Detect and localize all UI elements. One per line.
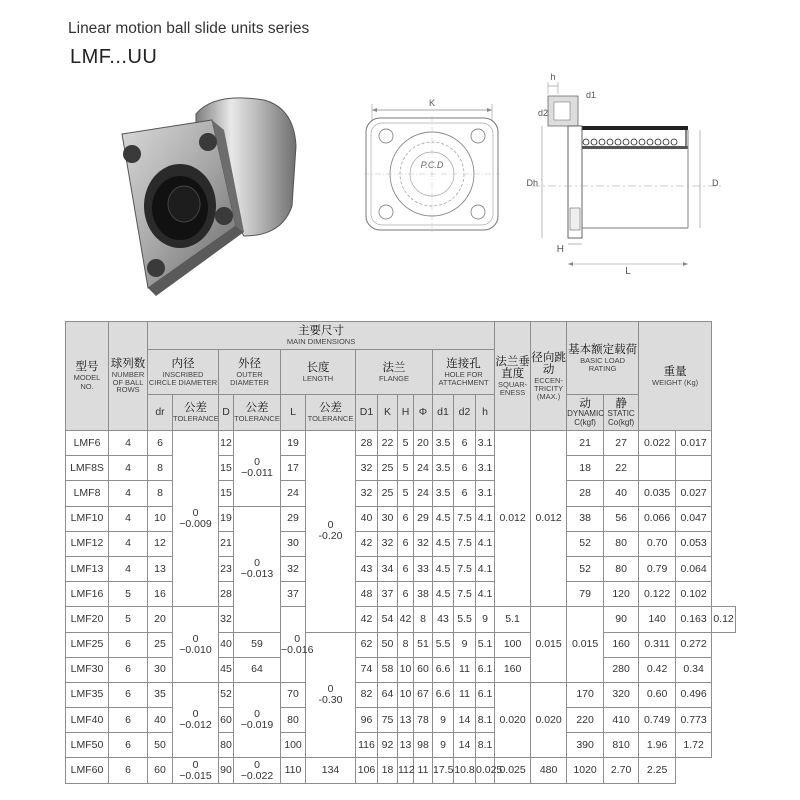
cell: 45 bbox=[219, 657, 234, 682]
cell: 37 bbox=[281, 582, 306, 607]
cell: 13 bbox=[398, 708, 414, 733]
cell: 390 bbox=[567, 733, 604, 758]
cell: 30 bbox=[148, 657, 173, 682]
cell: 7.5 bbox=[454, 556, 476, 581]
cell: 25 bbox=[378, 456, 398, 481]
cell: 67 bbox=[414, 682, 433, 707]
cell: 0.027 bbox=[676, 481, 712, 506]
cell: 98 bbox=[414, 733, 433, 758]
cell: 33 bbox=[414, 556, 433, 581]
cell: 3.5 bbox=[433, 481, 454, 506]
col-l-tolerance: 公差 TOLERANCE bbox=[306, 395, 356, 431]
cell: 6 bbox=[109, 657, 148, 682]
cell: 410 bbox=[604, 708, 639, 733]
l-tolerance-group-b: 0 -0.30 bbox=[306, 632, 356, 758]
table-row bbox=[66, 682, 736, 707]
cell: 6 bbox=[398, 582, 414, 607]
cell: 6 bbox=[109, 733, 148, 758]
table-row bbox=[66, 708, 736, 733]
cell: 60 bbox=[414, 657, 433, 682]
cell: 6.1 bbox=[476, 657, 495, 682]
table-row bbox=[66, 556, 736, 581]
section-view-drawing bbox=[512, 68, 734, 282]
cell: 59 bbox=[234, 632, 281, 657]
cell: 40 bbox=[148, 708, 173, 733]
table-row bbox=[66, 758, 736, 783]
cell: 1020 bbox=[567, 758, 604, 783]
cell: 29 bbox=[281, 506, 306, 531]
cell: 8 bbox=[398, 632, 414, 657]
cell: 17.5 bbox=[433, 758, 454, 783]
cell: 6 bbox=[454, 431, 476, 456]
cell: 120 bbox=[604, 582, 639, 607]
cell: 220 bbox=[567, 708, 604, 733]
cell: 52 bbox=[567, 556, 604, 581]
cell: 10 bbox=[398, 682, 414, 707]
dr-tolerance-group-b: 0 −0.010 bbox=[173, 607, 219, 683]
table-row bbox=[66, 607, 736, 632]
cell: 80 bbox=[281, 708, 306, 733]
cell: 0.749 bbox=[639, 708, 676, 733]
cell: 0.102 bbox=[676, 582, 712, 607]
cell: 5.5 bbox=[454, 607, 476, 632]
cell: 0.047 bbox=[676, 506, 712, 531]
cell: 4 bbox=[109, 556, 148, 581]
cell: 6.1 bbox=[476, 682, 495, 707]
cell: 8.1 bbox=[476, 733, 495, 758]
cell: 30 bbox=[281, 531, 306, 556]
cell: 116 bbox=[356, 733, 378, 758]
cell: 25 bbox=[148, 632, 173, 657]
cell: 32 bbox=[378, 531, 398, 556]
series-name: LMF...UU bbox=[70, 46, 158, 68]
cell: 32 bbox=[356, 456, 378, 481]
cell: 90 bbox=[604, 607, 639, 632]
cell: 10 bbox=[398, 657, 414, 682]
dim-d1-label: d1 bbox=[586, 90, 597, 100]
col-inner-diameter: 内径 INSCRIBED CIRCLE DIAMETER bbox=[148, 350, 219, 395]
cell: 80 bbox=[604, 556, 639, 581]
cell: 6.6 bbox=[433, 657, 454, 682]
cell: 160 bbox=[604, 632, 639, 657]
eccentricity-group-a: 0.012 bbox=[531, 431, 567, 607]
cell: 6 bbox=[454, 456, 476, 481]
cell: 4 bbox=[109, 431, 148, 456]
page-title: Linear motion ball slide units series bbox=[68, 20, 310, 37]
cell: 13 bbox=[148, 556, 173, 581]
cell: 82 bbox=[356, 682, 378, 707]
model-cell: LMF50 bbox=[66, 733, 109, 758]
cell: 170 bbox=[567, 682, 604, 707]
cell: 19 bbox=[219, 506, 234, 531]
cell: 3.1 bbox=[476, 431, 495, 456]
cell: 7.5 bbox=[454, 506, 476, 531]
cell: 60 bbox=[148, 758, 173, 783]
cell: 4.1 bbox=[476, 531, 495, 556]
cell: 6 bbox=[398, 531, 414, 556]
cell: 4.5 bbox=[433, 556, 454, 581]
cell: 56 bbox=[604, 506, 639, 531]
cell: 4.5 bbox=[433, 506, 454, 531]
cell: 90 bbox=[219, 758, 234, 783]
col-squareness: 法兰垂直度 SQUAR-ENESS bbox=[495, 322, 531, 431]
cell: 810 bbox=[604, 733, 639, 758]
cell: 4.1 bbox=[476, 556, 495, 581]
cell: 64 bbox=[378, 682, 398, 707]
cell: 42 bbox=[356, 607, 378, 632]
product-image bbox=[104, 86, 304, 306]
cell: 5 bbox=[109, 582, 148, 607]
cell: 6 bbox=[398, 506, 414, 531]
cell: 4.1 bbox=[476, 506, 495, 531]
cell: 52 bbox=[567, 531, 604, 556]
cell: 110 bbox=[281, 758, 306, 783]
cell: 7.5 bbox=[454, 531, 476, 556]
model-cell: LMF8 bbox=[66, 481, 109, 506]
cell: 0.035 bbox=[639, 481, 676, 506]
cell: 4 bbox=[109, 506, 148, 531]
dim-flange-h-label: H bbox=[556, 244, 564, 255]
table-row bbox=[66, 456, 736, 481]
cell: 0.34 bbox=[676, 657, 712, 682]
cell: 20 bbox=[414, 431, 433, 456]
model-cell: LMF35 bbox=[66, 682, 109, 707]
model-cell: LMF30 bbox=[66, 657, 109, 682]
cell: 38 bbox=[567, 506, 604, 531]
cell: 80 bbox=[604, 531, 639, 556]
squareness-group-d: 0.025 bbox=[476, 758, 495, 783]
dr-tolerance-group-a: 0 −0.009 bbox=[173, 431, 219, 607]
cell: 14 bbox=[454, 733, 476, 758]
cell: 43 bbox=[433, 607, 454, 632]
cell: 0.272 bbox=[676, 632, 712, 657]
cell: 19 bbox=[281, 431, 306, 456]
cell: 0.064 bbox=[676, 556, 712, 581]
col-d1-flange: D1 bbox=[356, 395, 378, 431]
col-dr: dr bbox=[148, 395, 173, 431]
cell: 16 bbox=[148, 582, 173, 607]
cell: 8 bbox=[148, 481, 173, 506]
cell: 58 bbox=[378, 657, 398, 682]
table-row bbox=[66, 632, 736, 657]
cell: 51 bbox=[414, 632, 433, 657]
cell: 6 bbox=[109, 682, 148, 707]
model-cell: LMF40 bbox=[66, 708, 109, 733]
col-flange: 法兰 FLANGE bbox=[356, 350, 433, 395]
cell: 9 bbox=[433, 708, 454, 733]
cell: 43 bbox=[356, 556, 378, 581]
cell: 11 bbox=[454, 657, 476, 682]
cell: 0.163 bbox=[676, 607, 712, 632]
model-cell: LMF6 bbox=[66, 431, 109, 456]
cell: 0.12 bbox=[712, 607, 736, 632]
cell: 28 bbox=[567, 481, 604, 506]
cell: 0.79 bbox=[639, 556, 676, 581]
table-row bbox=[66, 531, 736, 556]
cell: 10.8 bbox=[454, 758, 476, 783]
cell: 4.1 bbox=[476, 582, 495, 607]
cell: 0.022 bbox=[639, 431, 676, 456]
cell: 74 bbox=[356, 657, 378, 682]
cell: 6 bbox=[454, 481, 476, 506]
cell: 20 bbox=[148, 607, 173, 632]
cell: 9 bbox=[433, 733, 454, 758]
cell: 32 bbox=[281, 556, 306, 581]
cell: 5.1 bbox=[495, 607, 531, 632]
cell: 0.496 bbox=[676, 682, 712, 707]
cell: 1.72 bbox=[676, 733, 712, 758]
model-cell: LMF8S bbox=[66, 456, 109, 481]
eccentricity-group-d: 0.025 bbox=[495, 758, 531, 783]
cell: 35 bbox=[148, 682, 173, 707]
cell: 4.5 bbox=[433, 531, 454, 556]
col-weight: 重量 WEIGHT (Kg) bbox=[639, 322, 712, 431]
cell: 7.5 bbox=[454, 582, 476, 607]
cell: 0.066 bbox=[639, 506, 676, 531]
model-cell: LMF25 bbox=[66, 632, 109, 657]
cell: 24 bbox=[414, 481, 433, 506]
cell: 480 bbox=[531, 758, 567, 783]
dim-d2-label: d2 bbox=[538, 108, 549, 118]
cell: 27 bbox=[604, 431, 639, 456]
cell: 14 bbox=[454, 708, 476, 733]
table-row bbox=[66, 582, 736, 607]
cell: 30 bbox=[378, 506, 398, 531]
cell: 17 bbox=[281, 456, 306, 481]
cell: 5 bbox=[109, 607, 148, 632]
cell: 8 bbox=[148, 456, 173, 481]
cell: 0.773 bbox=[676, 708, 712, 733]
cell: 42 bbox=[398, 607, 414, 632]
cell: 6 bbox=[148, 431, 173, 456]
cell: 11 bbox=[454, 682, 476, 707]
cell: 0.122 bbox=[639, 582, 676, 607]
cell: 37 bbox=[378, 582, 398, 607]
cell: 3.5 bbox=[433, 456, 454, 481]
cell: 15 bbox=[219, 481, 234, 506]
cell: 23 bbox=[219, 556, 234, 581]
cell: 280 bbox=[604, 657, 639, 682]
cell: 34 bbox=[378, 556, 398, 581]
cell: 22 bbox=[378, 431, 398, 456]
dr-tolerance-group-d: 0 −0.015 bbox=[173, 758, 219, 783]
cell: 8 bbox=[414, 607, 433, 632]
squareness-group-b: 0.015 bbox=[531, 607, 567, 683]
cell: 75 bbox=[378, 708, 398, 733]
cell: 79 bbox=[567, 582, 604, 607]
cell: 42 bbox=[356, 531, 378, 556]
cell: 18 bbox=[378, 758, 398, 783]
squareness-group-c: 0.020 bbox=[495, 682, 531, 758]
cell: 12 bbox=[219, 431, 234, 456]
cell: 50 bbox=[378, 632, 398, 657]
cell: 24 bbox=[414, 456, 433, 481]
cell: 28 bbox=[356, 431, 378, 456]
squareness-group-a: 0.012 bbox=[495, 431, 531, 607]
cell: 70 bbox=[281, 682, 306, 707]
cell: 32 bbox=[414, 531, 433, 556]
cell: 22 bbox=[604, 456, 639, 481]
cell bbox=[639, 456, 676, 481]
cell: 52 bbox=[219, 682, 234, 707]
model-cell: LMF12 bbox=[66, 531, 109, 556]
cell: 92 bbox=[378, 733, 398, 758]
cell: 4 bbox=[109, 481, 148, 506]
cell: 28 bbox=[219, 582, 234, 607]
col-d-tolerance: 公差 TOLERANCE bbox=[234, 395, 281, 431]
cell: 18 bbox=[567, 456, 604, 481]
cell: 15 bbox=[219, 456, 234, 481]
model-cell: LMF60 bbox=[66, 758, 109, 783]
col-hole: 连接孔 HOLE FOR ATTACHMENT bbox=[433, 350, 495, 395]
cell: 25 bbox=[378, 481, 398, 506]
cell: 96 bbox=[356, 708, 378, 733]
cell: 9 bbox=[454, 632, 476, 657]
cell: 4 bbox=[109, 456, 148, 481]
col-d: D bbox=[219, 395, 234, 431]
cell: 6 bbox=[109, 708, 148, 733]
d-tolerance-group-a: 0 −0.011 bbox=[234, 431, 281, 507]
cell: 32 bbox=[219, 607, 234, 632]
table-row bbox=[66, 657, 736, 682]
cell: 40 bbox=[219, 632, 234, 657]
dim-k-label: K bbox=[428, 98, 436, 108]
cell: 5.1 bbox=[476, 632, 495, 657]
cell: 64 bbox=[234, 657, 281, 682]
col-main-dimensions: 主要尺寸 MAIN DIMENSIONS bbox=[148, 322, 495, 350]
cell: 320 bbox=[604, 682, 639, 707]
col-phi: Φ bbox=[414, 395, 433, 431]
cell: 6.6 bbox=[433, 682, 454, 707]
cell: 4.5 bbox=[433, 582, 454, 607]
cell: 21 bbox=[219, 531, 234, 556]
cell: 106 bbox=[356, 758, 378, 783]
cell: 140 bbox=[639, 607, 676, 632]
col-eccentricity: 径向跳动 ECCEN-TRICITY (MAX.) bbox=[531, 322, 567, 431]
cell: 12 bbox=[148, 531, 173, 556]
cell: 32 bbox=[356, 481, 378, 506]
cell: 21 bbox=[567, 431, 604, 456]
col-h-flange: H bbox=[398, 395, 414, 431]
cell: 134 bbox=[306, 758, 356, 783]
cell: 13 bbox=[398, 733, 414, 758]
col-static: 静 STATIC Co(kgf) bbox=[604, 395, 639, 431]
cell: 0.70 bbox=[639, 531, 676, 556]
cell: 5.5 bbox=[433, 632, 454, 657]
dim-d-label: D bbox=[712, 178, 719, 188]
cell: 2.25 bbox=[639, 758, 676, 783]
cell: 29 bbox=[414, 506, 433, 531]
col-dr-tolerance: 公差 TOLERANCE bbox=[173, 395, 219, 431]
cell: 6 bbox=[398, 556, 414, 581]
cell: 54 bbox=[378, 607, 398, 632]
d-tolerance-group-d: 0 −0.019 bbox=[234, 682, 281, 758]
cell: 3.5 bbox=[433, 431, 454, 456]
l-tolerance-group-a: 0 -0.20 bbox=[306, 431, 356, 633]
cell: 78 bbox=[414, 708, 433, 733]
cell: 3.1 bbox=[476, 456, 495, 481]
cell: 48 bbox=[356, 582, 378, 607]
cell: 40 bbox=[356, 506, 378, 531]
specification-table bbox=[65, 321, 736, 784]
col-load-rating: 基本额定载荷 BASIC LOAD RATING bbox=[567, 322, 639, 395]
cell: 5 bbox=[398, 481, 414, 506]
eccentricity-group-b: 0.015 bbox=[567, 607, 604, 683]
col-dynamic: 动 DYNAMIC C(kgf) bbox=[567, 395, 604, 431]
col-model: 型号 MODEL NO. bbox=[66, 322, 109, 431]
col-outer-diameter: 外径 OUTER DIAMETER bbox=[219, 350, 281, 395]
cell: 1.96 bbox=[639, 733, 676, 758]
model-cell: LMF16 bbox=[66, 582, 109, 607]
d-tolerance-group-b: 0 −0.013 bbox=[234, 506, 281, 632]
dim-h-small: h bbox=[550, 72, 556, 82]
cell: 80 bbox=[219, 733, 234, 758]
cell: 0.017 bbox=[676, 431, 712, 456]
cell: 0.311 bbox=[639, 632, 676, 657]
eccentricity-group-c: 0.020 bbox=[531, 682, 567, 758]
cell: 100 bbox=[281, 733, 306, 758]
cell: 50 bbox=[148, 733, 173, 758]
cell: 8.1 bbox=[476, 708, 495, 733]
cell: 6 bbox=[109, 758, 148, 783]
dim-dh-label: Dh bbox=[526, 178, 538, 188]
cell: 11 bbox=[414, 758, 433, 783]
cell: 3.1 bbox=[476, 481, 495, 506]
cell: 112 bbox=[398, 758, 414, 783]
front-view-drawing bbox=[358, 88, 506, 238]
cell bbox=[676, 456, 712, 481]
cell: 40 bbox=[604, 481, 639, 506]
cell: 24 bbox=[281, 481, 306, 506]
col-h-hole: h bbox=[476, 395, 495, 431]
cell: 4 bbox=[109, 531, 148, 556]
cell: 2.70 bbox=[604, 758, 639, 783]
table-row bbox=[66, 431, 736, 456]
cell: 100 bbox=[495, 632, 531, 657]
cell: 5 bbox=[398, 431, 414, 456]
d-tolerance-group-c: 0 −0.016 bbox=[281, 607, 306, 683]
cell: 38 bbox=[414, 582, 433, 607]
d-tolerance-group-e: 0 −0.022 bbox=[234, 758, 281, 783]
col-d1-hole: d1 bbox=[433, 395, 454, 431]
table-row bbox=[66, 481, 736, 506]
cell: 0.60 bbox=[639, 682, 676, 707]
dim-l-label: L bbox=[625, 266, 631, 277]
cell: 62 bbox=[356, 632, 378, 657]
table-row bbox=[66, 506, 736, 531]
col-l: L bbox=[281, 395, 306, 431]
dr-tolerance-group-c: 0 −0.012 bbox=[173, 682, 219, 758]
model-cell: LMF10 bbox=[66, 506, 109, 531]
cell: 0.42 bbox=[639, 657, 676, 682]
col-length: 长度 LENGTH bbox=[281, 350, 356, 395]
cell: 6 bbox=[109, 632, 148, 657]
col-ball-rows: 球列数 NUMBER OF BALL ROWS bbox=[109, 322, 148, 431]
cell: 0.053 bbox=[676, 531, 712, 556]
model-cell: LMF20 bbox=[66, 607, 109, 632]
pcd-label: P.C.D bbox=[420, 160, 444, 170]
model-cell: LMF13 bbox=[66, 556, 109, 581]
col-d2-hole: d2 bbox=[454, 395, 476, 431]
col-k: K bbox=[378, 395, 398, 431]
cell: 5 bbox=[398, 456, 414, 481]
table-row bbox=[66, 733, 736, 758]
cell: 60 bbox=[219, 708, 234, 733]
cell: 9 bbox=[476, 607, 495, 632]
cell: 160 bbox=[495, 657, 531, 682]
cell: 10 bbox=[148, 506, 173, 531]
